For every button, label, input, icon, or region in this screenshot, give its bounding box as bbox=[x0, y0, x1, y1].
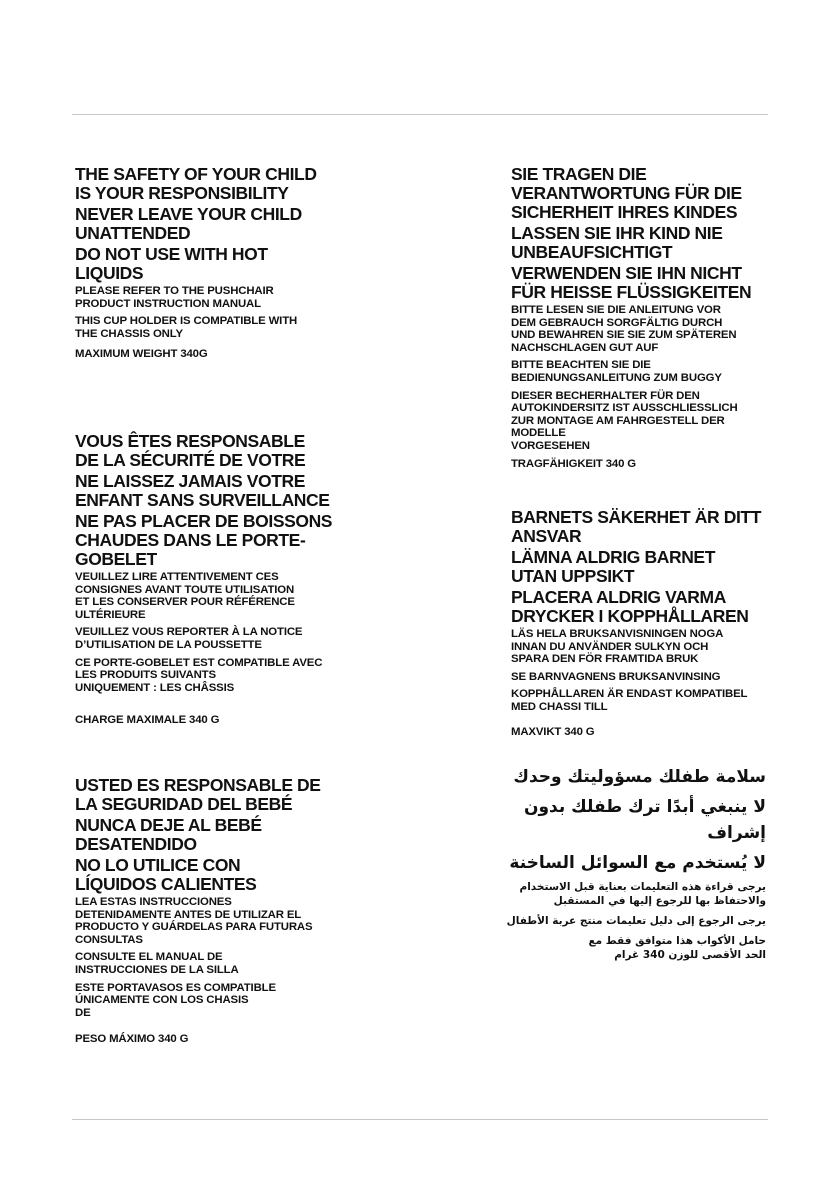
english-heading-responsibility: THE SAFETY OF YOUR CHILD IS YOUR RESPONSIBILITY bbox=[75, 164, 317, 203]
spanish-heading-hot-liquids: NO LO UTILICE CON LÍQUIDOS CALIENTES bbox=[75, 855, 257, 894]
french-heading-unattended: NE LAISSEZ JAMAIS VOTRE ENFANT SANS SURVEILLANCE bbox=[75, 471, 330, 510]
german-read-instructions: BITTE LESEN SIE DIE ANLEITUNG VOR DEM GEBRAUCH SORGFÄLTIG DURCH UND BEWAHREN SIE SIE ZUM SPÄTEREN NACHSCHLAGEN GUT AUF bbox=[511, 304, 737, 354]
swedish-read-instructions: LÄS HELA BRUKSANVISNINGEN NOGA INNAN DU ANVÄNDER SULKYN OCH SPARA DEN FÖR FRAMTIDA BRUK bbox=[511, 628, 724, 666]
french-heading-responsibility: VOUS ÊTES RESPONSABLE DE LA SÉCURITÉ DE VOTRE bbox=[75, 431, 306, 470]
french-read-instructions: VEUILLEZ LIRE ATTENTIVEMENT CES CONSIGNES AVANT TOUTE UTILISATION ET LES CONSERVER POUR RÉFÉRENCE ULTÉRIEURE bbox=[75, 571, 295, 621]
swedish-compatibility: KOPPHÅLLAREN ÄR ENDAST KOMPATIBEL MED CHASSI TILL bbox=[511, 688, 748, 713]
spanish-refer-manual: CONSULTE EL MANUAL DE INSTRUCCIONES DE LA SILLA bbox=[75, 951, 239, 976]
arabic-heading-unattended: لا ينبغي أبدًا ترك طفلك بدون إشراف bbox=[523, 797, 766, 843]
arabic-read-instructions: يرجى قراءة هذه التعليمات بعناية قبل الاستخدام والاحتفاظ بها للرجوع إليها في المستقبل bbox=[519, 881, 766, 907]
french-heading-hot-liquids: NE PAS PLACER DE BOISSONS CHAUDES DANS LE PORTE- GOBELET bbox=[75, 511, 333, 569]
english-max-weight: MAXIMUM WEIGHT 340G bbox=[75, 348, 208, 361]
german-heading-unattended: LASSEN SIE IHR KIND NIE UNBEAUFSICHTIGT bbox=[511, 223, 723, 262]
german-refer-manual: BITTE BEACHTEN SIE DIE BEDIENUNGSANLEITUNG ZUM BUGGY bbox=[511, 359, 722, 384]
bottom-divider bbox=[72, 1119, 768, 1120]
top-divider bbox=[72, 114, 768, 115]
spanish-read-instructions: LEA ESTAS INSTRUCCIONES DETENIDAMENTE ANTES DE UTILIZAR EL PRODUCTO Y GUÁRDELAS PARA FUTURAS CONSULTAS bbox=[75, 896, 313, 946]
arabic-heading-hot-liquids: لا يُستخدم مع السوائل الساخنة bbox=[509, 853, 766, 873]
swedish-max-weight: MAXVIKT 340 G bbox=[511, 725, 595, 738]
german-heading-responsibility: SIE TRAGEN DIE VERANTWORTUNG FÜR DIE SICHERHEIT IHRES KINDES bbox=[511, 164, 742, 222]
french-refer-manual: VEUILLEZ VOUS REPORTER À LA NOTICE D’UTILISATION DE LA POUSSETTE bbox=[75, 626, 303, 651]
swedish-heading-responsibility: BARNETS SÄKERHET ÄR DITT ANSVAR bbox=[511, 507, 761, 546]
english-heading-unattended: NEVER LEAVE YOUR CHILD UNATTENDED bbox=[75, 204, 302, 243]
german-warning-block bbox=[511, 165, 771, 475]
spanish-heading-unattended: NUNCA DEJE AL BEBÉ DESATENDIDO bbox=[75, 815, 262, 854]
spanish-compatibility: ESTE PORTAVASOS ES COMPATIBLE ÚNICAMENTE CON LOS CHASIS DE bbox=[75, 981, 276, 1019]
swedish-heading-hot-drinks: PLACERA ALDRIG VARMA DRYCKER I KOPPHÅLLAREN bbox=[511, 587, 749, 626]
french-compatibility: CE PORTE-GOBELET EST COMPATIBLE AVEC LES PRODUITS SUIVANTS UNIQUEMENT : LES CHÂSSIS bbox=[75, 656, 323, 694]
swedish-heading-unattended: LÄMNA ALDRIG BARNET UTAN UPPSIKT bbox=[511, 547, 715, 586]
arabic-heading-responsibility: سلامة طفلك مسؤوليتك وحدك bbox=[513, 767, 766, 787]
arabic-refer-manual: يرجى الرجوع إلى دليل تعليمات منتج عربة الأطفال bbox=[506, 915, 766, 927]
french-warning-block bbox=[75, 432, 375, 732]
german-max-weight: TRAGFÄHIGKEIT 340 G bbox=[511, 457, 636, 470]
spanish-heading-responsibility: USTED ES RESPONSABLE DE LA SEGURIDAD DEL BEBÉ bbox=[75, 775, 321, 814]
english-heading-hot-liquids: DO NOT USE WITH HOT LIQUIDS bbox=[75, 244, 268, 283]
french-max-weight: CHARGE MAXIMALE 340 G bbox=[75, 714, 220, 727]
german-heading-hot-liquids: VERWENDEN SIE IHN NICHT FÜR HEISSE FLÜSSIGKEITEN bbox=[511, 263, 752, 302]
spanish-warning-block bbox=[75, 776, 375, 1051]
spanish-max-weight: PESO MÁXIMO 340 G bbox=[75, 1033, 189, 1046]
english-compatibility: THIS CUP HOLDER IS COMPATIBLE WITH THE CHASSIS ONLY bbox=[75, 315, 298, 340]
arabic-compatibility-max-weight: حامل الأكواب هذا متوافق فقط مع الحد الأقصى للوزن 340 غرام bbox=[588, 935, 766, 961]
arabic-warning-block bbox=[466, 764, 766, 968]
german-compatibility: DIESER BECHERHALTER FÜR DEN AUTOKINDERSITZ IST AUSSCHLIESSLICH ZUR MONTAGE AM FAHRGESTELL DER MODELLE VORGESEHEN bbox=[511, 389, 738, 452]
swedish-warning-block bbox=[511, 508, 771, 743]
english-refer-manual: PLEASE REFER TO THE PUSHCHAIR PRODUCT INSTRUCTION MANUAL bbox=[75, 285, 274, 310]
swedish-refer-manual: SE BARNVAGNENS BRUKSANVINSING bbox=[511, 670, 721, 683]
english-warning-block bbox=[75, 165, 405, 366]
